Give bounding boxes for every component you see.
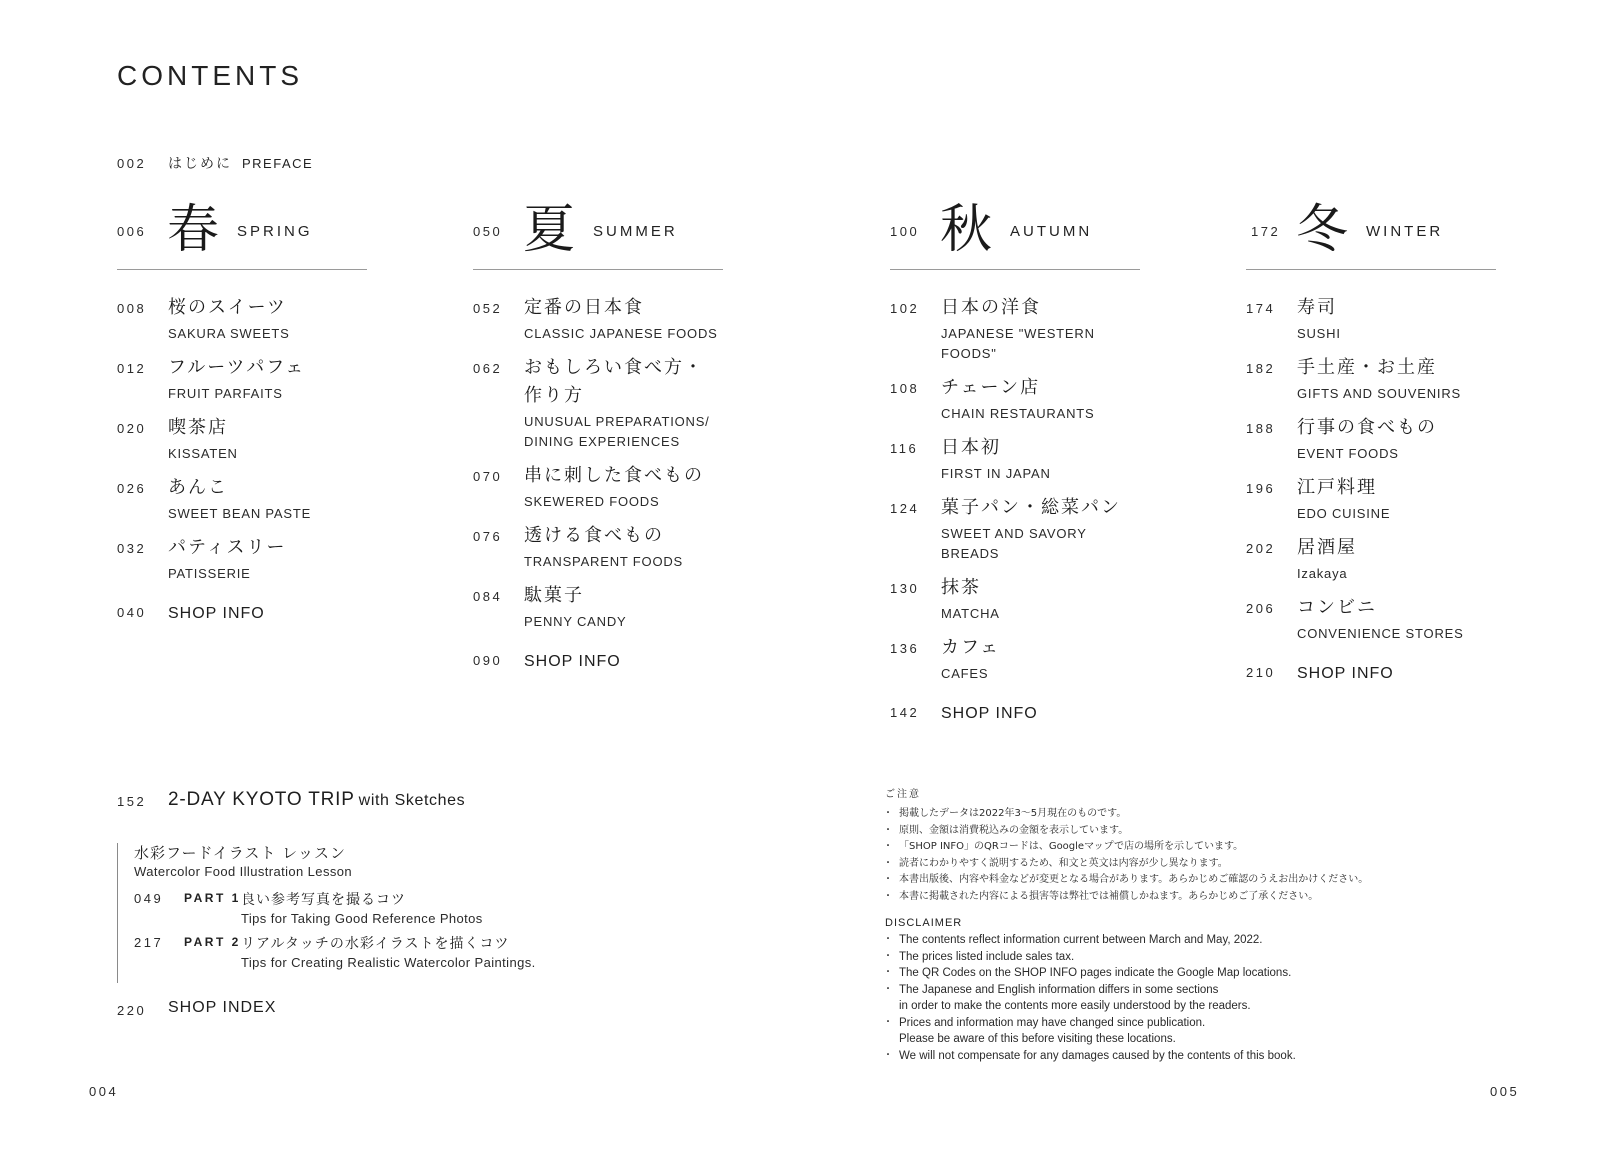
preface-title-en: PREFACE <box>242 156 314 171</box>
part-title-en: Tips for Taking Good Reference Photos <box>241 911 483 926</box>
season-header[interactable] <box>1246 200 1496 270</box>
entry-page-number: 202 <box>1246 541 1276 556</box>
toc-entry[interactable] <box>1246 594 1496 644</box>
preface-page-number: 002 <box>117 156 147 171</box>
note-item: ・ 「SHOP INFO」のQRコードは、Googleマップで店の場所を示しています。 <box>885 839 1485 856</box>
toc-entry[interactable] <box>890 374 1140 424</box>
entry-title-ja: おもしろい食べ方・ 作り方 <box>524 357 704 406</box>
lesson-title-en: Watercolor Food Illustration Lesson <box>134 864 353 879</box>
toc-entry[interactable] <box>473 582 723 632</box>
entry-page-number: 174 <box>1246 301 1276 316</box>
entry-page-number: 008 <box>117 301 147 316</box>
season-name-en: SPRING <box>237 223 313 240</box>
toc-entry[interactable] <box>117 354 367 404</box>
entry-page-number: 130 <box>890 581 920 596</box>
entry-title-en: SUSHI <box>1297 326 1341 341</box>
entry-page-number: 124 <box>890 501 920 516</box>
part-title-ja: 良い参考写真を撮るコツ <box>241 892 406 908</box>
toc-entry[interactable] <box>473 294 723 344</box>
entry-title-ja: 菓子パン・総菜パン <box>941 497 1121 518</box>
toc-entry[interactable] <box>117 294 367 344</box>
entry-title-ja: チェーン店 <box>941 377 1041 398</box>
entry-page-number: 196 <box>1246 481 1276 496</box>
shop-info-label: SHOP INFO <box>1297 665 1394 682</box>
preface-title-ja: はじめに <box>168 156 232 172</box>
note-item: ・ 本書に掲載された内容による損害等は弊社では補償しかねます。あらかじめご了承ください。 <box>885 889 1485 906</box>
disclaimer-item: ・ The prices listed include sales tax. <box>885 949 1485 966</box>
shop-info-entry[interactable] <box>117 598 367 628</box>
entry-title-ja: あんこ <box>168 477 228 498</box>
entry-page-number: 012 <box>117 361 147 376</box>
entry-title-ja: 駄菓子 <box>524 585 584 606</box>
toc-entry[interactable] <box>1246 414 1496 464</box>
entry-title-en: EVENT FOODS <box>1297 446 1399 461</box>
shop-info-entry[interactable] <box>890 698 1140 728</box>
entry-page-number: 062 <box>473 361 503 376</box>
entry-title-en: CONVENIENCE STORES <box>1297 626 1464 641</box>
season-page-number: 172 <box>1251 224 1281 239</box>
shop-info-label: SHOP INFO <box>168 605 265 622</box>
toc-entry[interactable] <box>1246 534 1496 584</box>
season-spring <box>117 200 367 628</box>
toc-entry[interactable] <box>473 354 723 452</box>
entry-page-number: 070 <box>473 469 503 484</box>
entry-page-number: 020 <box>117 421 147 436</box>
entry-page-number: 052 <box>473 301 503 316</box>
toc-entry[interactable] <box>117 414 367 464</box>
entry-title-en: MATCHA <box>941 606 1000 621</box>
entry-page-number: 116 <box>890 441 919 456</box>
disclaimer-item: ・ The Japanese and English information differs in some sections in order to make the contents more easily understood by the readers. <box>885 982 1485 1015</box>
entry-page-number: 090 <box>473 653 503 668</box>
season-winter <box>1246 200 1496 688</box>
entry-title-en: Izakaya <box>1297 566 1348 581</box>
disclaimer-item: ・ We will not compensate for any damages caused by the contents of this book. <box>885 1048 1485 1065</box>
shop-index-page-number: 220 <box>117 1003 147 1018</box>
disclaimer-item: ・ Prices and information may have changed since publication. Please be aware of this before visiting these locations. <box>885 1015 1485 1048</box>
shop-info-label: SHOP INFO <box>524 653 621 670</box>
kyoto-trip-page-number: 152 <box>117 794 147 809</box>
entry-title-ja: 串に刺した食べもの <box>524 465 704 486</box>
entry-title-ja: 日本初 <box>941 437 1001 458</box>
page-title: CONTENTS <box>117 60 303 91</box>
entry-title-ja: 桜のスイーツ <box>168 297 287 318</box>
shop-info-entry[interactable] <box>473 646 723 676</box>
toc-entry[interactable] <box>117 534 367 584</box>
notes-section <box>885 785 1485 1064</box>
note-item: ・ 本書出版後、内容や料金などが変更となる場合があります。あらかじめご確認のうえお出かけください。 <box>885 872 1485 889</box>
season-header[interactable] <box>473 200 723 270</box>
entry-title-en: SWEET BEAN PASTE <box>168 506 312 521</box>
part-page-number: 049 <box>134 891 164 906</box>
entry-title-ja: パティスリー <box>168 537 287 558</box>
kyoto-trip-title: 2-DAY KYOTO TRIP <box>168 789 355 810</box>
entry-page-number: 206 <box>1246 601 1276 616</box>
toc-entry[interactable] <box>1246 474 1496 524</box>
toc-entry[interactable] <box>890 494 1140 564</box>
entry-title-ja: 抹茶 <box>941 577 981 598</box>
entry-page-number: 040 <box>117 605 147 620</box>
season-header[interactable] <box>117 200 367 270</box>
folio-left: 004 <box>89 1084 119 1099</box>
season-autumn <box>890 200 1140 728</box>
entry-title-ja: 行事の食べもの <box>1297 417 1437 438</box>
entry-page-number: 136 <box>890 641 920 656</box>
season-kanji: 秋 <box>940 200 993 260</box>
season-kanji: 夏 <box>523 200 576 260</box>
note-item: ・ 掲載したデータは2022年3～5月現在のものです。 <box>885 806 1485 823</box>
entry-title-en: CHAIN RESTAURANTS <box>941 406 1095 421</box>
part-page-number: 217 <box>134 935 164 950</box>
entry-title-ja: 江戸料理 <box>1297 477 1377 498</box>
entry-page-number: 142 <box>890 705 920 720</box>
entry-title-ja: 居酒屋 <box>1297 537 1357 558</box>
entry-title-ja: 定番の日本食 <box>524 297 644 318</box>
part-label: PART 1 <box>184 891 241 905</box>
toc-entry[interactable] <box>890 294 1140 364</box>
part-title-en: Tips for Creating Realistic Watercolor Paintings. <box>241 955 536 970</box>
season-name-en: WINTER <box>1366 223 1444 240</box>
season-kanji: 春 <box>167 200 220 260</box>
part-title-ja: リアルタッチの水彩イラストを描くコツ <box>241 936 510 952</box>
season-header[interactable] <box>890 200 1140 270</box>
entry-title-ja: カフェ <box>941 637 1001 658</box>
shop-info-label: SHOP INFO <box>941 705 1038 722</box>
entry-title-en: SKEWERED FOODS <box>524 494 660 509</box>
entry-title-ja: 手土産・お土産 <box>1297 357 1437 378</box>
entry-title-ja: 透ける食べもの <box>524 525 664 546</box>
lesson-title-ja: 水彩フードイラスト レッスン <box>134 844 346 862</box>
shop-info-entry[interactable] <box>1246 658 1496 688</box>
entry-title-ja: フルーツパフェ <box>168 357 306 378</box>
toc-entry[interactable] <box>117 474 367 524</box>
season-summer <box>473 200 723 676</box>
entry-title-en: SWEET AND SAVORY BREADS <box>941 526 1087 561</box>
entry-page-number: 026 <box>117 481 147 496</box>
entry-title-en: FRUIT PARFAITS <box>168 386 283 401</box>
toc-entry[interactable] <box>1246 294 1496 344</box>
entry-page-number: 188 <box>1246 421 1276 436</box>
disclaimer-item: ・ The contents reflect information current between March and May, 2022. <box>885 932 1485 949</box>
entry-title-en: PENNY CANDY <box>524 614 627 629</box>
entry-page-number: 108 <box>890 381 920 396</box>
disclaimer-item: ・ The QR Codes on the SHOP INFO pages indicate the Google Map locations. <box>885 965 1485 982</box>
entry-page-number: 084 <box>473 589 503 604</box>
kyoto-trip-entry[interactable] <box>168 789 465 811</box>
season-kanji: 冬 <box>1296 200 1349 260</box>
entry-title-en: FIRST IN JAPAN <box>941 466 1051 481</box>
entry-page-number: 076 <box>473 529 503 544</box>
folio-right: 005 <box>1490 1084 1520 1099</box>
toc-entry[interactable] <box>890 634 1140 684</box>
part-label: PART 2 <box>184 935 241 949</box>
shop-index-entry[interactable]: SHOP INDEX <box>168 999 277 1016</box>
lesson-divider <box>117 843 118 983</box>
season-name-en: SUMMER <box>593 223 678 240</box>
kyoto-trip-subtitle: with Sketches <box>358 792 466 809</box>
season-name-en: AUTUMN <box>1010 223 1093 240</box>
entry-page-number: 182 <box>1246 361 1276 376</box>
entry-page-number: 210 <box>1246 665 1276 680</box>
entry-page-number: 032 <box>117 541 147 556</box>
entry-title-en: KISSATEN <box>168 446 238 461</box>
disclaimer-heading: DISCLAIMER <box>885 917 963 929</box>
entry-title-en: UNUSUAL PREPARATIONS/ DINING EXPERIENCES <box>524 414 710 449</box>
entry-title-en: SAKURA SWEETS <box>168 326 290 341</box>
season-page-number: 050 <box>473 224 503 239</box>
entry-title-en: CAFES <box>941 666 989 681</box>
entry-title-ja: 日本の洋食 <box>941 297 1041 318</box>
toc-entry[interactable] <box>473 462 723 512</box>
entry-title-ja: コンビニ <box>1297 597 1377 618</box>
entry-title-en: TRANSPARENT FOODS <box>524 554 684 569</box>
entry-title-en: EDO CUISINE <box>1297 506 1391 521</box>
season-page-number: 006 <box>117 224 147 239</box>
notes-heading: ご注意 <box>885 789 921 800</box>
entry-title-ja: 寿司 <box>1297 297 1337 318</box>
note-item: ・ 原則、金額は消費税込みの金額を表示しています。 <box>885 823 1485 840</box>
entry-title-en: JAPANESE "WESTERN FOODS" <box>941 326 1095 361</box>
entry-title-en: CLASSIC JAPANESE FOODS <box>524 326 718 341</box>
entry-title-en: GIFTS AND SOUVENIRS <box>1297 386 1462 401</box>
note-item: ・ 読者にわかりやすく説明するため、和文と英文は内容が少し異なります。 <box>885 856 1485 873</box>
season-page-number: 100 <box>890 224 920 239</box>
toc-entry[interactable] <box>890 574 1140 624</box>
toc-entry[interactable] <box>473 522 723 572</box>
toc-entry[interactable] <box>1246 354 1496 404</box>
preface-entry[interactable] <box>168 153 313 173</box>
toc-entry[interactable] <box>890 434 1140 484</box>
entry-title-ja: 喫茶店 <box>168 417 228 438</box>
entry-title-en: PATISSERIE <box>168 566 251 581</box>
entry-page-number: 102 <box>890 301 920 316</box>
